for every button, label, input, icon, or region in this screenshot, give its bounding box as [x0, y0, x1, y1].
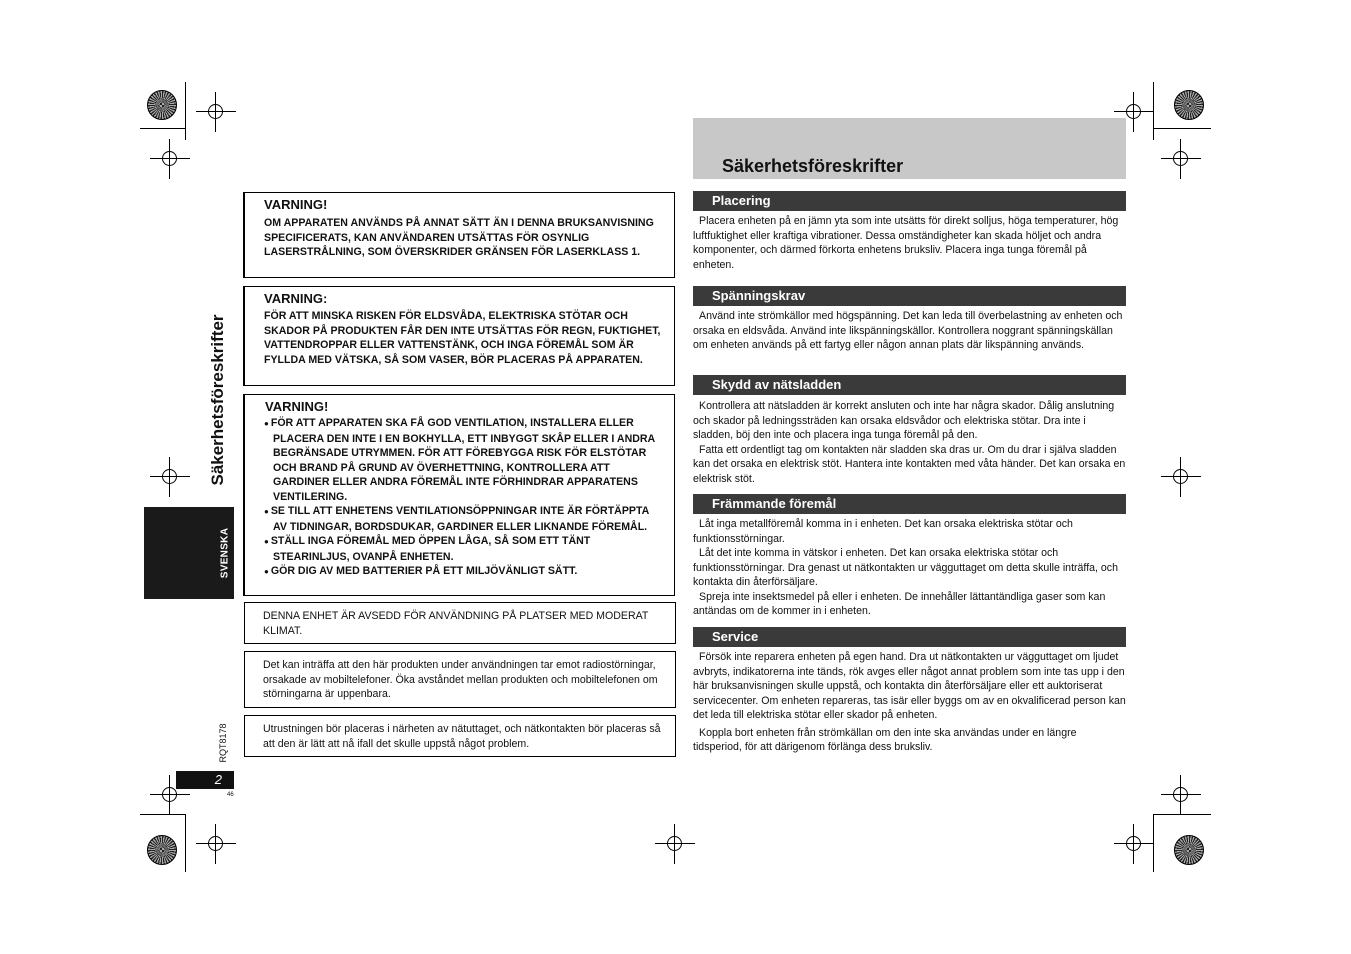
section-heading-spanningskrav: Spänningskrav — [693, 286, 1126, 306]
warning-title: VARNING: — [264, 291, 328, 306]
paragraph: Försök inte reparera enheten på egen hand. Dra ut nätkontakten ur vägguttaget om ljudet avbryts, indikatorerna inte tänds, rök avges eller något annat problem som inte tas upp i den här bruksanvisningen skulle uppstå, och kontakta din återförsäljare eller ett auktoriserat servicecenter. Om enheten repareras, tas isär eller byggs om av en okvalificerad person kan det leda till elektriska stötar eller skador på enheten. — [693, 651, 1126, 721]
color-dial-icon — [147, 90, 177, 120]
section-heading-frammande: Främmande föremål — [693, 494, 1126, 514]
warning-list — [264, 416, 664, 580]
warning-title: VARNING! — [265, 399, 329, 414]
color-dial-icon — [1174, 90, 1204, 120]
page-title-banner — [693, 118, 1126, 179]
warning-list-item: ● FÖR ATT APPARATEN SKA FÅ GOD VENTILATION, INSTALLERA ELLER PLACERA DEN INTE I EN BOKHYLLA, ETT INBYGGT SKÅP ELLER I ANDRA BEGRÄNSADE UTRYMMEN. FÖR ATT FÖREBYGGA RISK FÖR ELSTÖTAR OCH BRAND PÅ GRUND AV ÖVERHETTNING, KONTROLLERA ATT GARDINER ELLER ANDRA FÖREMÅL INTE FÖRHINDRAR APPARATENS VENTILERING. — [264, 416, 664, 504]
color-dial-icon — [147, 835, 177, 865]
vertical-section-title — [203, 300, 233, 500]
registration-mark-icon — [1161, 139, 1201, 179]
warning-list-item: ● GÖR DIG AV MED BATTERIER PÅ ETT MILJÖVÄNLIGT SÄTT. — [264, 564, 664, 580]
color-dial-icon — [1174, 835, 1204, 865]
paragraph: Fatta ett ordentligt tag om kontakten när sladden ska dras ur. Om du drar i själva sladden kan det orsaka en elektrisk stöt. Hantera inte kontakten med våta händer. Det kan orsaka en elektrisk stöt. — [693, 443, 1126, 485]
note-radio-interference: Det kan inträffa att den här produkten under användningen tar emot radiostörningar, orsakade av mobiltelefoner. Öka avståndet mellan produkten och mobiltelefonen om störningarna är uppenbara. — [244, 651, 676, 708]
section-body-service — [693, 650, 1126, 755]
note-climate: DENNA ENHET ÄR AVSEDD FÖR ANVÄNDNING PÅ PLATSER MED MODERAT KLIMAT. — [244, 602, 676, 644]
small-page-index: 46 — [227, 792, 234, 798]
paragraph: Låt det inte komma in vätskor i enheten. Det kan orsaka elektriska stötar och funktionsstörningar. Dra genast ut nätkontakten ur vägguttaget om detta skulle inträffa, och kontakta din återförsäljare. — [693, 547, 1118, 588]
paragraph: Använd inte strömkällor med högspänning. Det kan leda till överbelastning av enheten och orsaka en eldsvåda. Använd inte likspänningskällor. Kontrollera noggrant spänningskällan om enheten används på ett fartyg eller någon annan plats där likspänning används. — [693, 310, 1123, 351]
registration-mark-icon — [196, 824, 236, 864]
paragraph: Låt inga metallföremål komma in i enheten. Det kan orsaka elektriska stötar och funktionsstörningar. — [693, 518, 1073, 545]
paragraph: Koppla bort enheten från strömkällan om den inte ska användas under en längre tidsperiod, för att därigenom förlänga dess bruksliv. — [693, 726, 1077, 753]
paragraph: Placera enheten på en jämn yta som inte utsätts för direkt solljus, höga temperaturer, hög luftfuktighet eller kraftiga vibrationer. Dessa omständigheter kan skada höljet och andra komponenter, och därmed förkorta enhetens bruksliv. Placera inga tunga föremål på enheten. — [693, 215, 1119, 271]
warning-list-item: ● STÄLL INGA FÖREMÅL MED ÖPPEN LÅGA, SÅ SOM ETT TÄNT STEARINLJUS, OVANPÅ ENHETEN. — [264, 534, 664, 564]
paragraph: Spreja inte insektsmedel på eller i enheten. De innehåller lättantändliga gaser som kan antändas om de kommer in i enheten. — [693, 590, 1106, 617]
language-tab-label: SVENSKA — [219, 527, 231, 579]
warning-text: FÖR ATT MINSKA RISKEN FÖR ELDSVÅDA, ELEKTRISKA STÖTAR OCH SKADOR PÅ PRODUKTEN FÅR DEN INTE UTSÄTTAS FÖR REGN, FUKTIGHET, VATTENDROPPAR ELLER VATTENSTÄNK, OCH INGA FÖREMÅL SOM ÄR FYLLDA MED VÄTSKA, SÅ SOM VASER, BÖR PLACERAS PÅ APPARATEN. — [264, 310, 661, 366]
registration-mark-icon — [150, 457, 190, 497]
warning-box-ventilation — [243, 394, 675, 596]
section-body-placering — [693, 214, 1126, 272]
registration-mark-icon — [150, 139, 190, 179]
registration-mark-icon — [1161, 775, 1201, 815]
warning-box-laser — [243, 192, 675, 278]
section-heading-service: Service — [693, 627, 1126, 647]
registration-mark-icon — [1161, 457, 1201, 497]
section-heading-natsladden: Skydd av nätsladden — [693, 375, 1126, 395]
section-body-natsladden — [693, 399, 1126, 486]
warning-title: VARNING! — [264, 197, 328, 212]
warning-text: OM APPARATEN ANVÄNDS PÅ ANNAT SÄTT ÄN I DENNA BRUKSANVISNING SPECIFICERATS, KAN ANVÄNDAREN UTSÄTTAS FÖR OSYNLIG LASERSTRÅLNING, SOM ÖVERSKRIDER GRÄNSEN FÖR LASERKLASS 1. — [264, 217, 654, 258]
paragraph: Kontrollera att nätsladden är korrekt ansluten och inte har några skador. Dålig anslutning och skador på ledningssträden kan orsaka eldsvådor och elektriska stötar. Dra inte i sladden, böj den inte och placera inga tunga föremål på den. — [693, 400, 1115, 441]
model-code-text: RQT8178 — [218, 723, 228, 763]
section-body-spanningskrav — [693, 309, 1126, 353]
section-heading-placering: Placering — [693, 191, 1126, 211]
registration-mark-icon — [655, 824, 695, 864]
section-body-frammande — [693, 517, 1126, 619]
vertical-title-text: Säkerhetsföreskrifter — [208, 314, 227, 486]
warning-list-item: ● SE TILL ATT ENHETENS VENTILATIONSÖPPNINGAR INTE ÄR FÖRTÄPPTA AV TIDNINGAR, BORDSDUKAR, GARDINER ELLER LIKNANDE FÖREMÅL. — [264, 504, 664, 534]
warning-box-fire — [243, 286, 675, 386]
language-tab — [144, 507, 234, 599]
note-outlet: Utrustningen bör placeras i närheten av nätuttaget, och nätkontakten bör placeras så att den är lätt att nå ifall det skulle uppstå något problem. — [244, 715, 676, 757]
page-number: 2 — [176, 771, 234, 789]
registration-mark-icon — [196, 92, 236, 132]
model-code — [213, 718, 233, 768]
page-title: Säkerhetsföreskrifter — [722, 156, 904, 176]
registration-mark-icon — [1114, 824, 1154, 864]
